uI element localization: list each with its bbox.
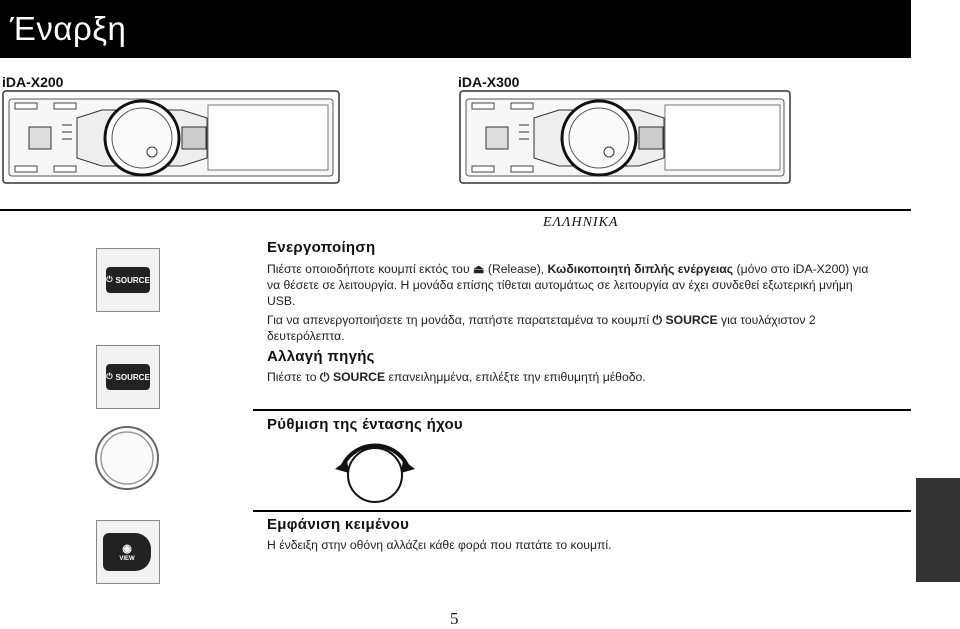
volume-knob-figure [94, 425, 160, 491]
view-button-figure [96, 520, 160, 584]
section-divider [0, 209, 911, 211]
section-divider [253, 409, 911, 411]
power-icon: ⏻ [652, 313, 663, 327]
power-icon: ⏻ [106, 275, 113, 284]
heading-power-on: Ενεργοποίηση [267, 239, 376, 256]
power-icon: ⏻ [319, 370, 330, 384]
eye-icon: ◉ [122, 543, 132, 555]
heading-display: Εμφάνιση κειμένου [267, 516, 410, 533]
ida-x200-illustration [2, 90, 342, 185]
power-off-paragraph: Για να απενεργοποιήσετε τη μονάδα, πατήστε παρατεταμένα το κουμπί ⏻ SOURCE για τουλάχιστον 2 δευτερόλεπτα. [267, 313, 816, 343]
power-on-paragraph-1: Πιέστε οποιοδήποτε κουμπί εκτός του ⏏ (Release), Κωδικοποιητή διπλής ενέργειας (μόνο στο iDA-X200) για να θέσετε σε λειτουργία. Η μονάδα επίσης τίθεται αυτομάτως σε λειτουργία αν έχει συνδεθεί εξωτερική μνήμη USB. [267, 262, 869, 308]
eject-icon: ⏏ [473, 262, 485, 276]
heading-source-change: Αλλαγή πηγής [267, 348, 375, 365]
source-button-figure-1 [96, 248, 160, 312]
source-button: ⏻ SOURCE [106, 364, 150, 390]
source-button-figure-2 [96, 345, 160, 409]
model-label-x300: iDA-X300 [458, 74, 520, 90]
heading-volume: Ρύθμιση της έντασης ήχου [267, 416, 463, 433]
model-label-x200: iDA-X200 [2, 74, 64, 90]
side-tab [916, 478, 960, 582]
power-icon: ⏻ [106, 372, 113, 381]
page-number: 5 [450, 609, 459, 628]
page-header [0, 0, 911, 58]
volume-rotate-figure [325, 435, 425, 505]
view-button: ◉ VIEW [103, 533, 151, 571]
page-title: Έναρξη [10, 10, 127, 47]
section-divider [253, 510, 911, 512]
source-button: ⏻ SOURCE [106, 267, 150, 293]
ida-x300-illustration [459, 90, 793, 185]
display-paragraph: Η ένδειξη στην οθόνη αλλάζει κάθε φορά που πατάτε το κουμπί. [267, 538, 612, 552]
language-label: ΕΛΛΗΝΙΚΑ [543, 215, 619, 230]
source-change-paragraph: Πιέστε το ⏻ SOURCE επανειλημμένα, επιλέξτε την επιθυμητή μέθοδο. [267, 370, 646, 384]
